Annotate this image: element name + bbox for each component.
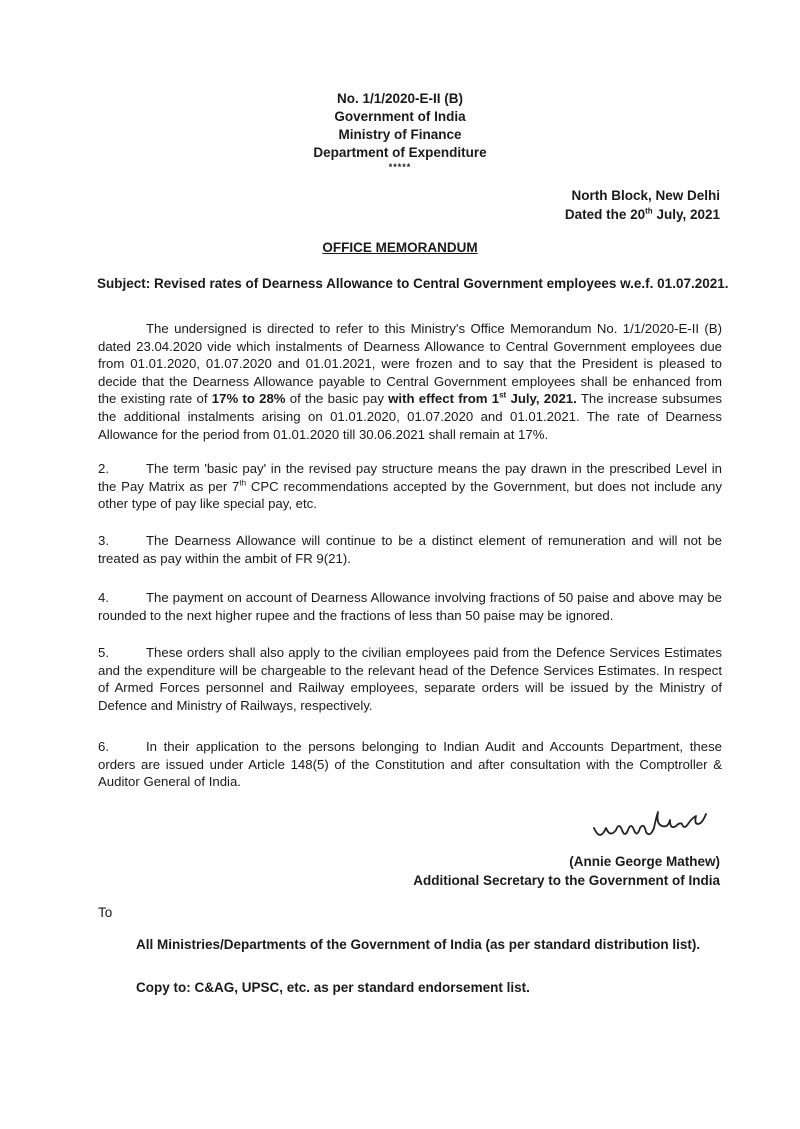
signatory-block [413, 852, 720, 890]
ministry-name: Ministry of Finance [338, 127, 462, 142]
para-number: 3. [98, 533, 109, 548]
copy-to-line: Copy to: C&AG, UPSC, etc. as per standard endorsement list. [136, 980, 530, 995]
recipients-line: All Ministries/Departments of the Government of India (as per standard distribution list). [136, 937, 701, 952]
government-name: Government of India [334, 109, 466, 124]
effect-bold: with effect from 1st July, 2021. [388, 390, 577, 407]
memo-number: No. 1/1/2020-E-II (B) [336, 91, 464, 106]
paragraph-3: 3. The Dearness Allowance will continue to be a distinct element of remuneration and will not be treated as pay within the ambit of FR 9(21). [98, 533, 722, 566]
para-number: 2. [98, 461, 109, 476]
date-sup: th [645, 206, 653, 216]
paragraph-2: 2. The term 'basic pay' in the revised pay structure means the pay drawn in the prescribed Level in the Pay Matrix as per 7th CPC recommendations accepted by the Government, but does not include any other type of pay like special pay, etc. [98, 461, 722, 512]
signatory-designation: Additional Secretary to the Government of India [413, 873, 720, 888]
paragraph-6: 6. In their application to the persons belonging to Indian Audit and Accounts Department, these orders are issued under Article 148(5) of the Constitution and after consultation with the Comptroller & Auditor General of India. [98, 739, 722, 790]
date-suffix: July, 2021 [652, 207, 720, 222]
date-line [565, 205, 720, 224]
department-name: Department of Expenditure [313, 145, 487, 160]
paragraph-4: 4. The payment on account of Dearness Allowance involving fractions of 50 paise and above may be rounded to the next higher rupee and the fractions of less than 50 paise may be ignored. [98, 590, 722, 623]
para-number: 5. [98, 645, 109, 660]
memo-header [0, 90, 800, 172]
rate-bold: 17% to 28% [211, 391, 286, 407]
para-number: 6. [98, 739, 109, 754]
subject-line: Subject: Revised rates of Dearness Allowance to Central Government employees w.e.f. 01.07.2021. [97, 276, 729, 291]
handwritten-signature [590, 806, 730, 846]
header-stars: ***** [388, 162, 412, 172]
to-label: To [98, 905, 113, 920]
place-date-block [565, 186, 720, 224]
office-memorandum-title: OFFICE MEMORANDUM [322, 240, 478, 255]
para-number: 4. [98, 590, 109, 605]
location: North Block, New Delhi [571, 188, 720, 203]
signatory-name: (Annie George Mathew) [569, 854, 720, 869]
paragraph-5: 5. These orders shall also apply to the civilian employees paid from the Defence Services Estimates and the expenditure will be chargeable to the relevant head of the Defence Services Estimates. In respect of Armed Forces personnel and Railway employees, separate orders will be issued by the Ministry of Defence and Ministry of Railways, respectively. [98, 645, 722, 713]
date-prefix: Dated the 20 [564, 207, 646, 222]
paragraph-1: The undersigned is directed to refer to this Ministry's Office Memorandum No. 1/1/2020-E-II (B) dated 23.04.2020 vide which instalments of Dearness Allowance to Central Government employees due from 01.01.2020, 01.07.2020 and 01.01.2021, were frozen and to say that the President is pleased to decide that the Dearness Allowance payable to Central Government employees shall be enhanced from the existing rate of 17% to 28% of the basic pay with effect from 1st July, 2021. The increase subsumes the additional instalments arising on 01.01.2020, 01.07.2020 and 01.01.2021. The rate of Dearness Allowance for the period from 01.01.2020 till 30.06.2021 shall remain at 17%. [98, 321, 722, 442]
